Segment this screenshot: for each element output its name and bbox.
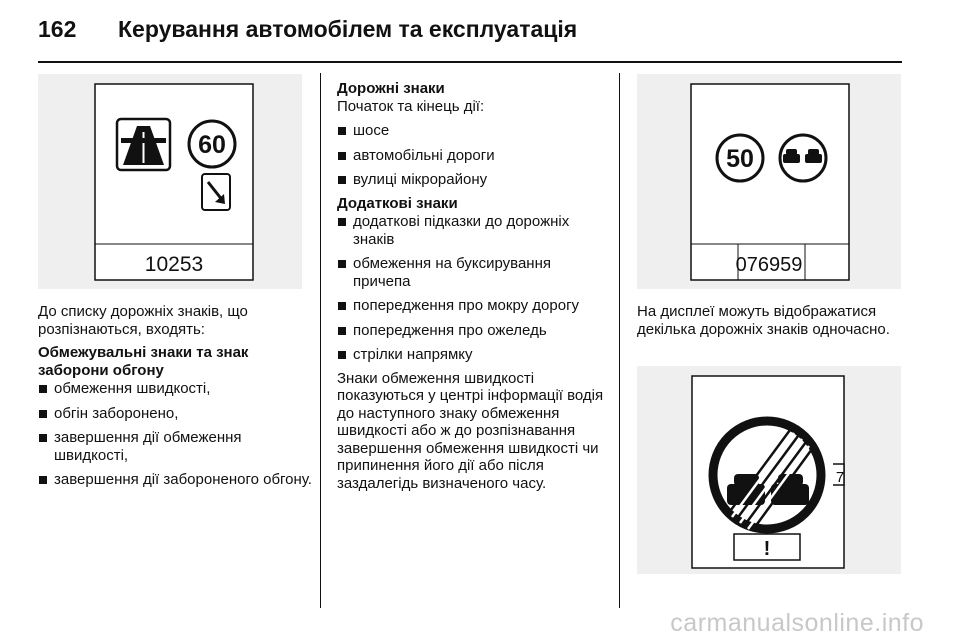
column-3 bbox=[637, 303, 907, 338]
road-signs-list bbox=[337, 122, 609, 189]
figure-end-restriction-sign bbox=[637, 366, 901, 574]
intro-text: До списку дорожніх знаків, що розпізнаються, входять: bbox=[38, 303, 248, 338]
section-heading: Обмежувальні знаки та знак заборони обгону bbox=[38, 344, 249, 379]
section-heading: Додаткові знаки bbox=[337, 194, 458, 212]
additional-signs-list bbox=[337, 213, 609, 364]
plate-text: ! bbox=[763, 538, 771, 560]
restriction-list bbox=[38, 380, 313, 489]
section-heading: Дорожні знаки bbox=[337, 80, 445, 97]
speed-value: 60 bbox=[198, 131, 226, 159]
subheading: Початок та кінець дії: bbox=[337, 97, 485, 115]
list-item: завершення дії обмеження швидкості, bbox=[38, 429, 313, 464]
page-title: Керування автомобілем та експлуатація bbox=[118, 16, 578, 42]
list-item: попередження про ожеледь bbox=[337, 322, 609, 340]
list-item: додаткові підказки до дорожніх знаків bbox=[337, 213, 609, 248]
list-item: шосе bbox=[337, 122, 609, 140]
list-item: обмеження швидкості, bbox=[38, 380, 313, 398]
end-of-no-overtaking-icon bbox=[713, 421, 821, 531]
speed-value: 50 bbox=[726, 145, 754, 173]
page-number: 162 bbox=[38, 16, 77, 42]
list-item: обмеження на буксирування причепа bbox=[337, 255, 609, 290]
list-item: завершення дії забороненого обгону. bbox=[38, 471, 313, 489]
motorway-icon bbox=[117, 119, 170, 170]
figure-id: 076959 bbox=[735, 254, 803, 276]
watermark: carmanualsonline.info bbox=[670, 609, 924, 637]
figure-motorway-sign bbox=[38, 74, 302, 289]
list-item: стрілки напрямку bbox=[337, 346, 609, 364]
body-paragraph: На дисплеї можуть відображатися декілька дорожніх знаків одночасно. bbox=[637, 303, 890, 338]
list-item: автомобільні дороги bbox=[337, 147, 609, 165]
side-label: 7 bbox=[835, 469, 845, 486]
speed-limit-icon bbox=[189, 121, 235, 167]
column-2 bbox=[337, 80, 609, 492]
header-rule bbox=[38, 61, 902, 63]
diagonal-arrow-icon bbox=[202, 174, 230, 210]
body-paragraph: Знаки обмеження швидкості показуються у центрі інформації водія до наступного знаку обмеження швидкості або ж до розпізнавання завершення обмеження швидкості чи припинення його дії або після заздалегідь визначеного часу. bbox=[337, 369, 604, 492]
list-item: вулиці мікрорайону bbox=[337, 171, 609, 189]
figure-id: 10253 bbox=[144, 253, 204, 276]
figure-speed-overtaking-sign bbox=[637, 74, 901, 289]
no-overtaking-icon bbox=[780, 135, 826, 181]
speed-limit-icon bbox=[717, 135, 763, 181]
column-1 bbox=[38, 303, 313, 489]
list-item: попередження про мокру дорогу bbox=[337, 297, 609, 315]
column-divider bbox=[619, 73, 620, 608]
list-item: обгін заборонено, bbox=[38, 405, 313, 423]
column-divider bbox=[320, 73, 321, 608]
